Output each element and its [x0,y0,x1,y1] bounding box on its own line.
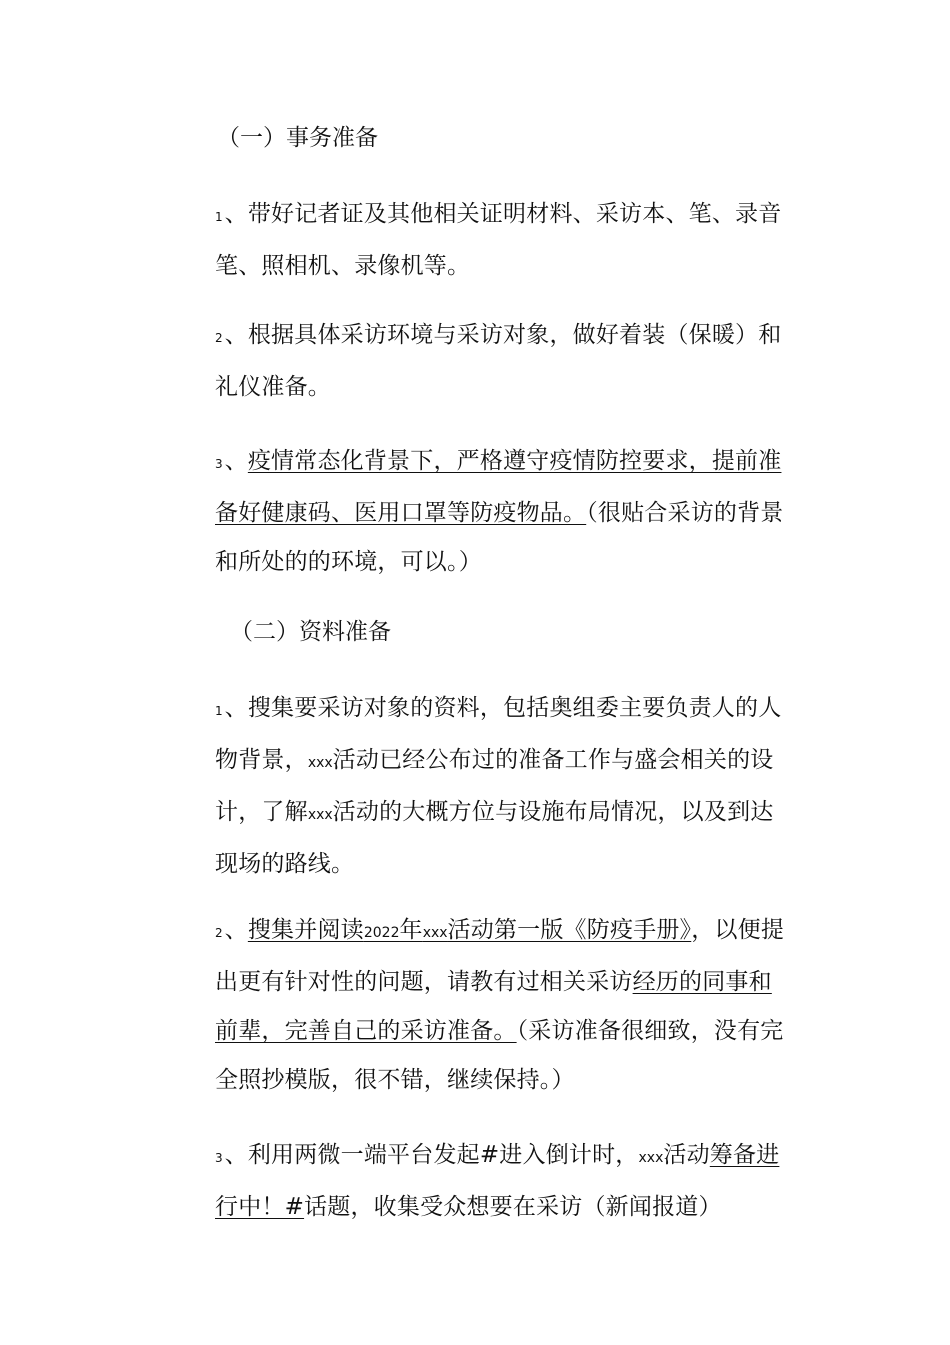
reviewer-comment: （很贴合采访的背景和所处的的环境，可以。） [215,500,784,575]
placeholder-xxx: xxx [307,755,333,771]
paragraph-separator: 、 [224,917,248,943]
underlined-text: 筹备进行中！# [215,1142,780,1220]
section-heading-2: （二）资料准备 [230,619,391,645]
underlined-text: 搜集并阅读 [247,917,364,943]
paragraph-text: 话题，收集受众想要在采访（新闻报道） [304,1194,722,1220]
item-number: 1 [215,210,223,224]
paragraph-separator: 、 [224,448,248,474]
paragraph-1-3 [163,437,789,587]
item-number: 2 [215,926,223,940]
paragraph-text: 、根据具体采访环境与采访对象，做好着装（保暖）和礼仪准备。 [215,322,782,400]
paragraph-text: 活动 [663,1142,710,1168]
placeholder-xxx: xxx [638,1150,664,1166]
section-heading-1: （一）事务准备 [217,125,378,151]
underlined-text: 经历的同事和前辈，完善自己的采访准备。 [215,969,772,1044]
paragraph-text: 活动的大概方位与设施布局情况，以及到达现场的路线。 [215,799,774,877]
item-number: 3 [215,1151,223,1165]
paragraph-2-3 [163,1131,789,1232]
paragraph-text: ，以便提出更有针对性的问题，请教有过相关采访 [215,917,785,995]
placeholder-xxx: xxx [307,807,333,823]
paragraph-text: 、利用两微一端平台发起#进入倒计时， [224,1142,639,1168]
underlined-text: 疫情常态化背景下，严格遵守疫情防控要求，提前准备好健康码、医用口罩等防疫物品。 [215,448,782,526]
item-number: 2 [215,331,223,345]
paragraph-text: 、带好记者证及其他相关证明材料、采访本、笔、录音笔、照相机、录像机等。 [215,201,782,279]
paragraph-2-2 [163,906,789,1105]
item-number: 1 [215,704,223,718]
paragraph-2-1 [163,684,789,889]
paragraph-1-2 [163,311,789,412]
underlined-text: 年 [399,917,423,943]
placeholder-xxx: xxx [422,925,448,941]
item-number: 3 [215,457,223,471]
paragraph-text: 、搜集要采访对象的资料，包括奥组委主要负责人的人物背景， [215,695,782,773]
paragraph-text: 活动已经公布过的准备工作与盛会相关的设计，了解 [215,747,774,825]
paragraph-1-1 [163,190,789,291]
reviewer-comment: （采访准备很细致，没有完全照抄模版，很不错，继续保持。） [215,1018,784,1093]
year-number: 2022 [363,925,400,941]
underlined-text: 活动第一版《防疫手册》 [447,917,692,943]
